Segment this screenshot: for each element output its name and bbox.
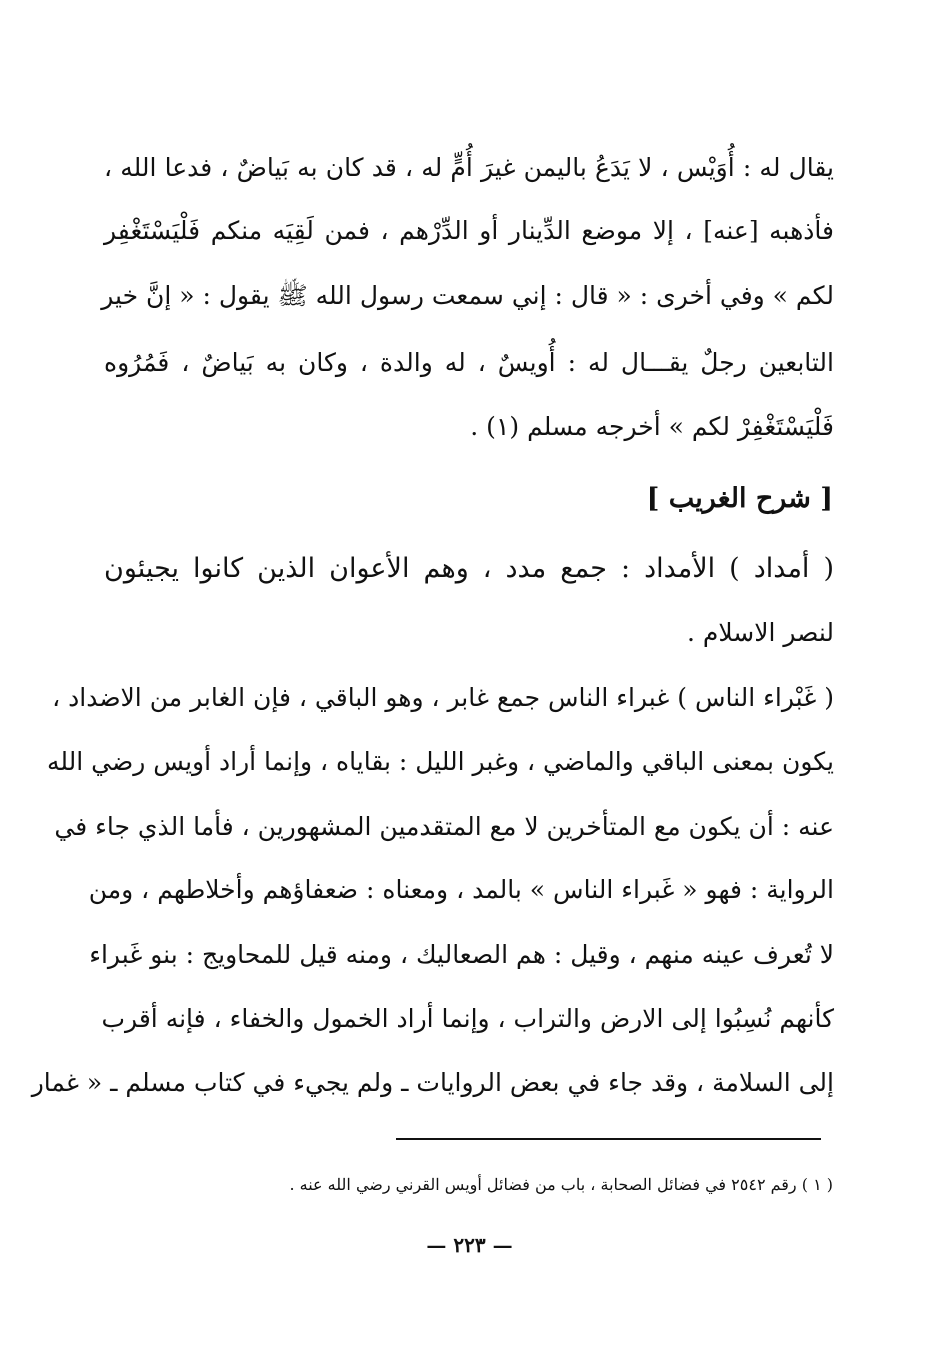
text-line: يقال له : أُوَيْس ، لا يَدَعُ باليمن غيرَ أُمٍّ له ، قد كان به بَياضٌ ، فدعا الله ، — [104, 153, 835, 182]
text-line: لا تُعرف عينه منهم ، وقيل : هم الصعاليك ، ومنه قيل للمحاويج : بنو غَبراء — [89, 940, 834, 969]
text-line: ( أمداد ) الأمداد : جمع مدد ، وهم الأعوان الذين كانوا يجيئون — [104, 553, 834, 584]
text-line: فَلْيَسْتَغْفِرْ لكم » أخرجه مسلم (١) . — [470, 412, 834, 441]
text-line: لنصر الاسلام . — [686, 618, 834, 647]
text-line: يكون بمعنى الباقي والماضي ، وغبر الليل : بقاياه ، وإنما أراد أويس رضي الله — [46, 747, 834, 776]
page-number: — ٢٢٣ — — [426, 1233, 513, 1257]
text-line: التابعين رجلٌ يقـــال له : أُويسٌ ، له والدة ، وكان به بَياضٌ ، فَمُرُوه — [104, 348, 834, 377]
text-line: كأنهم نُسِبُوا إلى الارض والتراب ، وإنما أراد الخمول والخفاء ، فإنه أقرب — [101, 1004, 834, 1033]
text-line: فأذهبه [عنه] ، إلا موضع الدِّينار أو الدِّرْهم ، فمن لَقِيَه منكم فَلْيَسْتَغْفِر — [104, 216, 834, 245]
text-line: إلى السلامة ، وقد جاء في بعض الروايات ـ ولم يجيء في كتاب مسلم ـ « غمار — [31, 1068, 834, 1097]
text-line: عنه : أن يكون مع المتأخرين لا مع المتقدمين المشهورين ، فأما الذي جاء في — [54, 812, 834, 841]
text-line: لكم » وفي أخرى : « قال : إني سمعت رسول الله ﷺ يقول : « إنَّ خير — [101, 281, 834, 310]
section-heading: [ شرح الغريب ] — [646, 483, 833, 514]
text-line: ( غَبْراء الناس ) غبراء الناس جمع غابر ، وهو الباقي ، فإن الغابر من الاضداد ، — [52, 683, 834, 712]
text-line: الرواية : فهو « غَبراء الناس » بالمد ، ومعناه : ضعفاؤهم وأخلاطهم ، ومن — [88, 875, 834, 904]
footnote-divider — [396, 1138, 821, 1140]
footnote: ( ١ ) رقم ٢٥٤٢ في فضائل الصحابة ، باب من فضائل أويس القرني رضي الله عنه . — [289, 1175, 833, 1194]
